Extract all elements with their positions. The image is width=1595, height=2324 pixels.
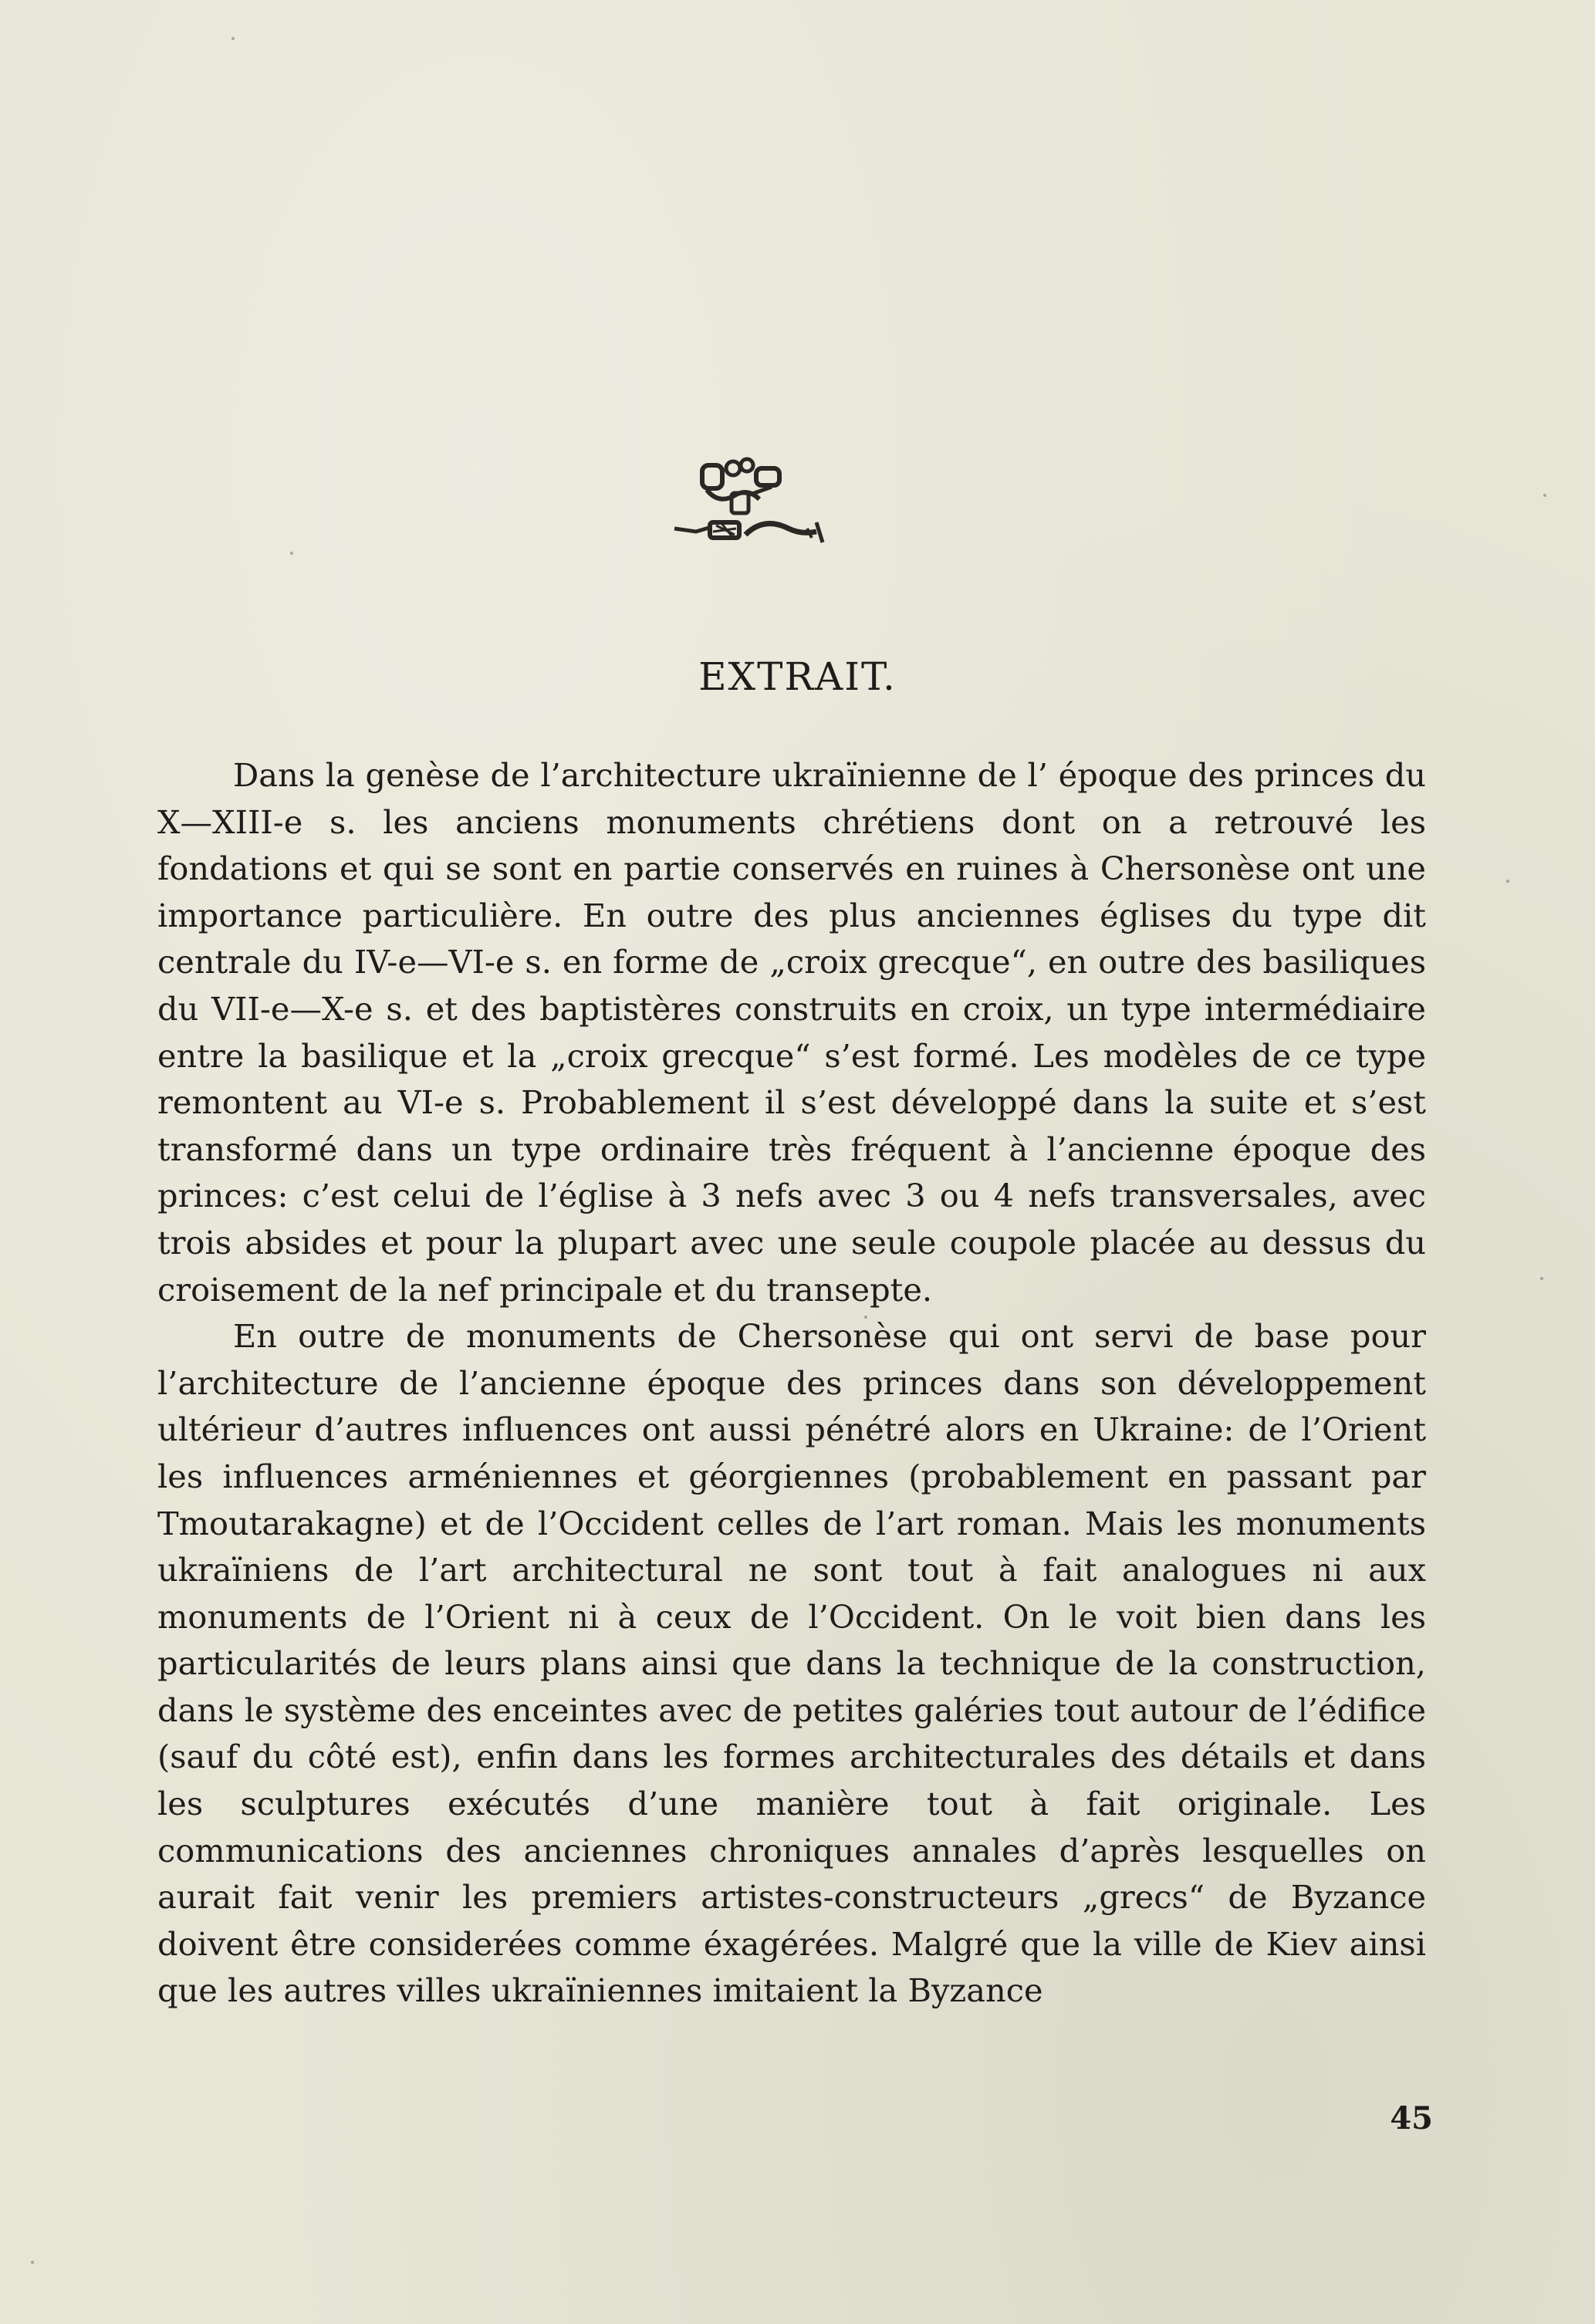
paragraph-1: Dans la genèse de l’architecture ukraïnienne de l’ époque des princes du X—XIII-e s. les anciens monuments chrétiens dont on a retrouvé les fondations et qui se sont en partie conservés en ruines à Chersonèse ont une importance particulière. En outre des plus anciennes églises du type dit centrale du IV-e—VI-e s. en forme de „croix grecque“, en outre des basiliques du VII-e—X-e s. et des baptistères construits en croix, un type intermédiaire entre la basilique et la „croix grecque“ s’est formé. Les modèles de ce type remontent au VI-e s. Probablement il s’est développé dans la suite et s’est transformé dans un type ordinaire très fréquent à l’ancienne époque des princes: c’est celui de l’église à 3 nefs avec 3 ou 4 nefs transversales, avec trois absides et pour la plupart avec une seule coupole placée au dessus du croisement de la nef principale et du transepte. <box>157 756 1426 1309</box>
vignette-ornament-icon <box>665 451 843 567</box>
paragraph-2: En outre de monuments de Chersonèse qui ont servi de base pour l’architecture de l’ancienne époque des princes dans son développement ultérieur d’autres influences ont aussi pénétré alors en Ukraine: de l’Orient les influences arméniennes et géorgiennes (probablement en passant par Tmoutarakagne) et de l’Occident celles de l’art roman. Mais les monuments ukraïniens de l’art architectural ne sont tout à fait analogues ni aux monuments de l’Orient ni à ceux de l’Occident. On le voit bien dans les particularités de leurs plans ainsi que dans la technique de la construction, dans le système des enceintes avec de petites galéries tout autour de l’édifice (sauf du côté est), enfin dans les formes architecturales des détails et dans les sculptures exécutés d’une manière tout à fait originale. Les communications des anciennes chroniques annales d’après lesquelles on aurait fait venir les premiers artistes-constructeurs „grecs“ de Byzance doivent être considerées comme éxagérées. Malgré que la ville de Kiev ainsi que les autres villes ukraïniennes imitaient la Byzance <box>157 1317 1426 2010</box>
page-heading: EXTRAIT. <box>698 654 897 699</box>
page-number: 45 <box>1390 2100 1433 2137</box>
body-text <box>157 752 1426 2015</box>
